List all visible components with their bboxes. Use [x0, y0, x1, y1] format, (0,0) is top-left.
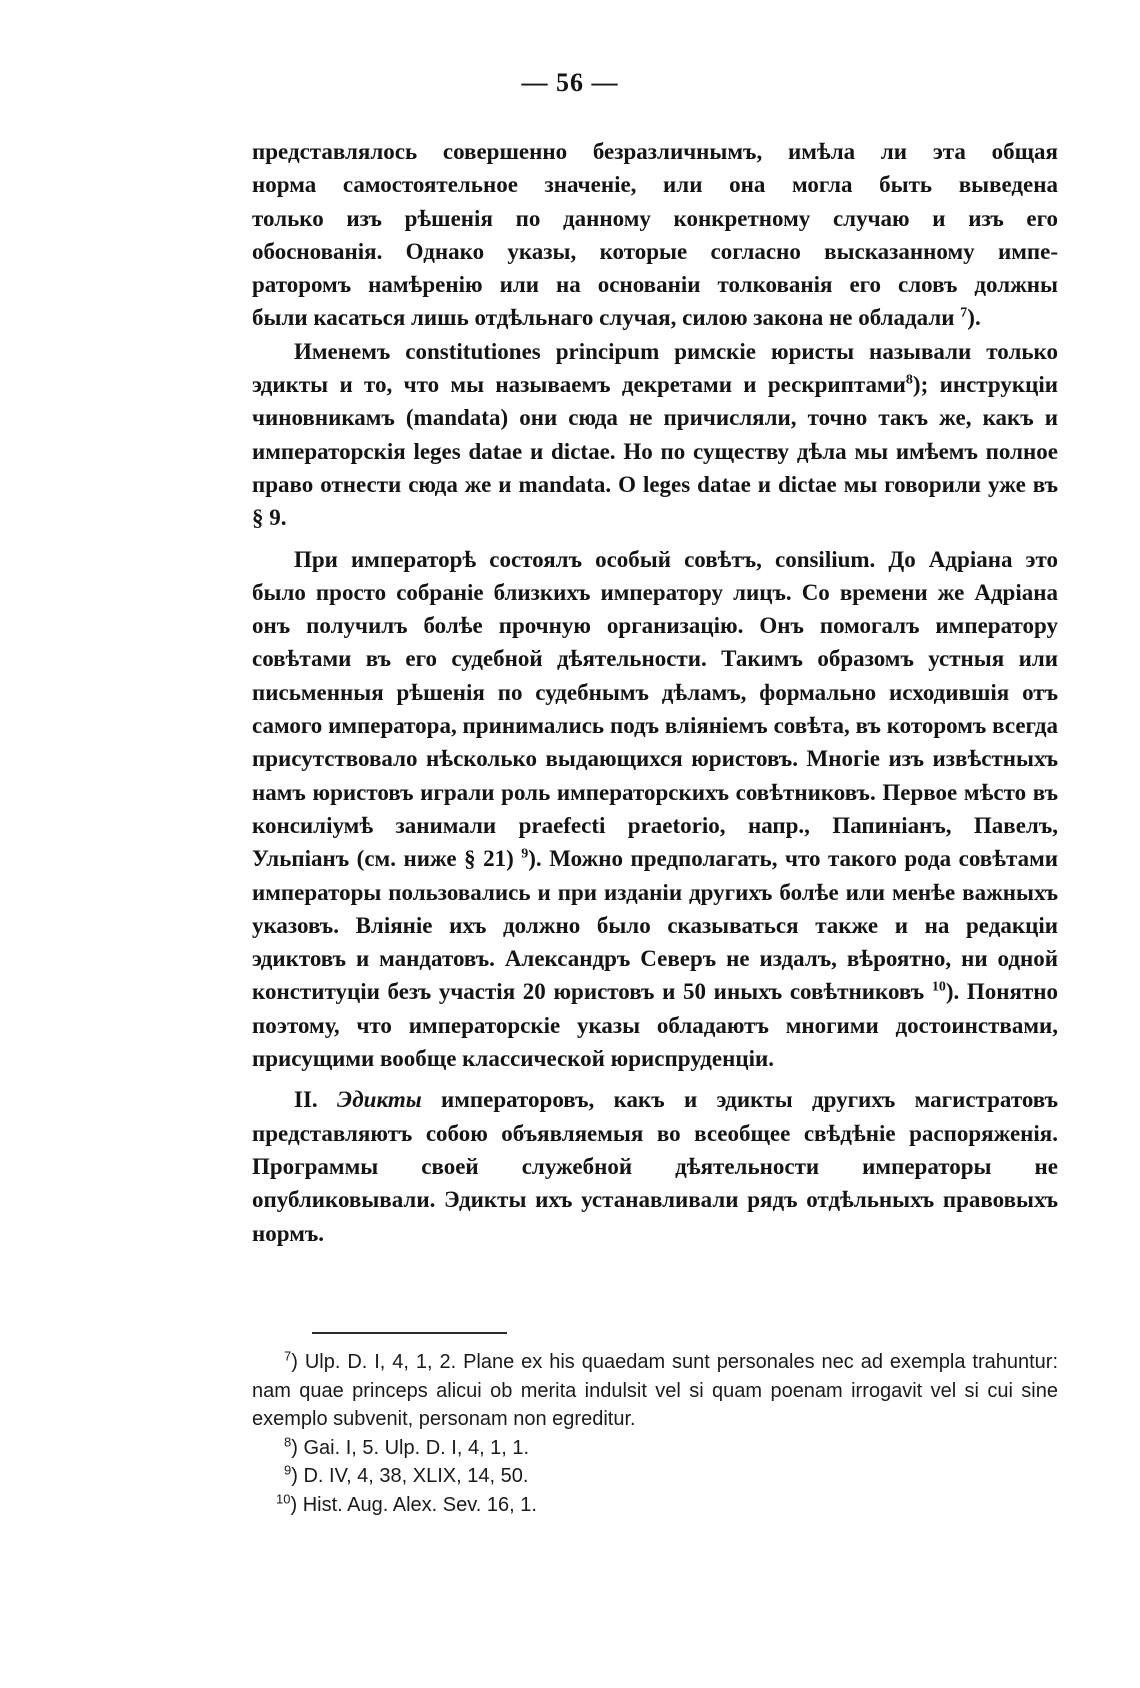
paragraph-1-line-5: раторомъ намѣренію или на основаніи толкованія его словъ должны: [252, 272, 1058, 298]
footnote-9-mark: 9: [284, 1462, 292, 1478]
footnote-ref-7[interactable]: 7: [960, 305, 968, 321]
footnote-7-text: Ulp. D. I, 4, 1, 2. Plane ex his quaedam sunt personales nec ad exempla trahuntur: nam quae princeps alicui ob merita indulsit vel si quam poenam irrogavit vel si cui sine exemplo subvenit, personam non egreditur.: [252, 1351, 1058, 1430]
footnote-8: $^8$) Gai. I, 5. Ulp. D. I, 4, 1, 1.: [284, 1433, 530, 1459]
paragraph-4: [252, 1083, 1058, 1249]
footnote-divider: [312, 1332, 507, 1334]
footnote-8-text: Gai. I, 5. Ulp. D. I, 4, 1, 1.: [303, 1436, 530, 1459]
paragraph-1e: [252, 268, 1058, 301]
paragraph-4-lead: II.: [294, 1087, 318, 1113]
footnote-10: $^{10}$) Hist. Aug. Alex. Sev. 16, 1.: [276, 1490, 537, 1516]
footnote-9: $^9$) D. IV, 4, 38, XLIX, 14, 50.: [284, 1462, 529, 1487]
footnote-8-mark: 8: [284, 1433, 292, 1449]
paragraph-1-line-4: обоснованія. Однако указы, которые согласно высказанному импе-: [252, 238, 1058, 264]
footnote-ref-8[interactable]: 8: [905, 372, 913, 388]
paragraph-2: [252, 335, 1058, 535]
paragraph-3-text-c: ). Понятно поэтому, что императорскіе указы обладаютъ многими достоинствами, присущими вообще классической юриспруденціи.: [252, 979, 1059, 1072]
paragraph-1-line-1: представлялось совершенно безразличнымъ, имѣла ли эта общая: [252, 139, 1058, 164]
paragraph-2-text-b: ); инструкціи чиновникамъ (mandata) они сюда не причисляли, точно такъ же, какъ и императорскія leges datae и dictae. Но по существу дѣла мы имѣемъ полное право отнести сюда же и mandata. О leges datae и dictae мы говорили уже въ § 9.: [252, 372, 1058, 531]
footnote-10-mark: 10: [276, 1490, 291, 1506]
main-text: [252, 135, 1058, 1250]
paragraph-1: [252, 135, 1058, 168]
paragraph-1f: были касаться лишь отдѣльнаго случая, силою закона не обладали $^7$).: [252, 305, 981, 331]
paragraph-2-text-a: Именемъ constitutiones principum римскіе юристы называли только эдикты и то, что мы называемъ декретами и рескриптами: [252, 338, 1058, 398]
footnote-7-mark: 7: [284, 1348, 292, 1364]
paragraph-4-term: Эдикты: [336, 1087, 422, 1113]
paragraph-1-line-3: только изъ рѣшенія по данному конкретному случаю и изъ его: [252, 205, 1058, 231]
paragraph-1-line-6: были касаться лишь отдѣльнаго случая, силою закона не обладали: [252, 305, 955, 331]
paragraph-3-text-a: При императорѣ состоялъ особый совѣтъ, consilium. До Адріана это было просто собраніе близкихъ императору лицъ. Со времени же Адріана онъ получилъ болѣе прочную организацію. Онъ помогалъ императору совѣтами въ его судебной дѣятельности. Такимъ образомъ устныя или письменныя рѣшенія по судебнымъ дѣламъ, формально исходившія отъ самого императора, принимались подъ вліяніемъ совѣта, въ которомъ всегда присутствовало нѣсколько выдающихся юристовъ. Многіе изъ извѣстныхъ намъ юристовъ играли роль императорскихъ совѣтниковъ. Первое мѣсто въ консиліумѣ занимали praefecti praetorio, напр., Папиніанъ, Павелъ, Ульпіанъ (см. ниже § 21): [252, 546, 1058, 872]
footnote-ref-10[interactable]: 10: [931, 979, 946, 995]
paragraph-3-text-b: ). Можно предполагать, что такого рода совѣтами императоры пользовались и при изданіи другихъ болѣе или менѣе важныхъ указовъ. Вліяніе ихъ должно было сказываться также и на редакціи эдиктовъ и мандатовъ. Александръ Северъ не издалъ, вѣроятно, ни одной конституціи безъ участія 20 юристовъ и 50 иныхъ совѣтниковъ: [252, 846, 1059, 1005]
paragraph-3: [252, 543, 1058, 1076]
footnotes: [252, 1348, 1058, 1519]
paragraph-4-text: императоровъ, какъ и эдикты другихъ магистратовъ представляютъ собою объявляемыя во всеобщее свѣдѣніе распоряженія. Программы своей служебной дѣятельности императоры не опубликовывали. Эдикты ихъ устанавливали рядъ отдѣльныхъ правовыхъ нормъ.: [252, 1087, 1059, 1246]
paragraph-1b: [252, 168, 1058, 201]
paragraph-1-line-2: норма самостоятельное значеніе, или она могла быть выведена: [252, 172, 1058, 198]
paragraph-1c: [252, 202, 1058, 235]
footnote-ref-9[interactable]: 9: [521, 846, 529, 862]
page-number: — 56 —: [521, 68, 619, 97]
footnote-7: $^7$) Ulp. D. I, 4, 1, 2. Plane ex his quaedam sunt personales nec ad exempla trahuntur: nam quae princeps alicui ob merita indulsit vel si quam poenam irrogavit vel si cui sine exemplo subvenit, personam non egreditur.: [252, 1348, 1058, 1430]
footnote-9-text: D. IV, 4, 38, XLIX, 14, 50.: [303, 1465, 529, 1487]
footnote-10-text: Hist. Aug. Alex. Sev. 16, 1.: [302, 1493, 537, 1516]
paragraph-1d: [252, 235, 1058, 268]
